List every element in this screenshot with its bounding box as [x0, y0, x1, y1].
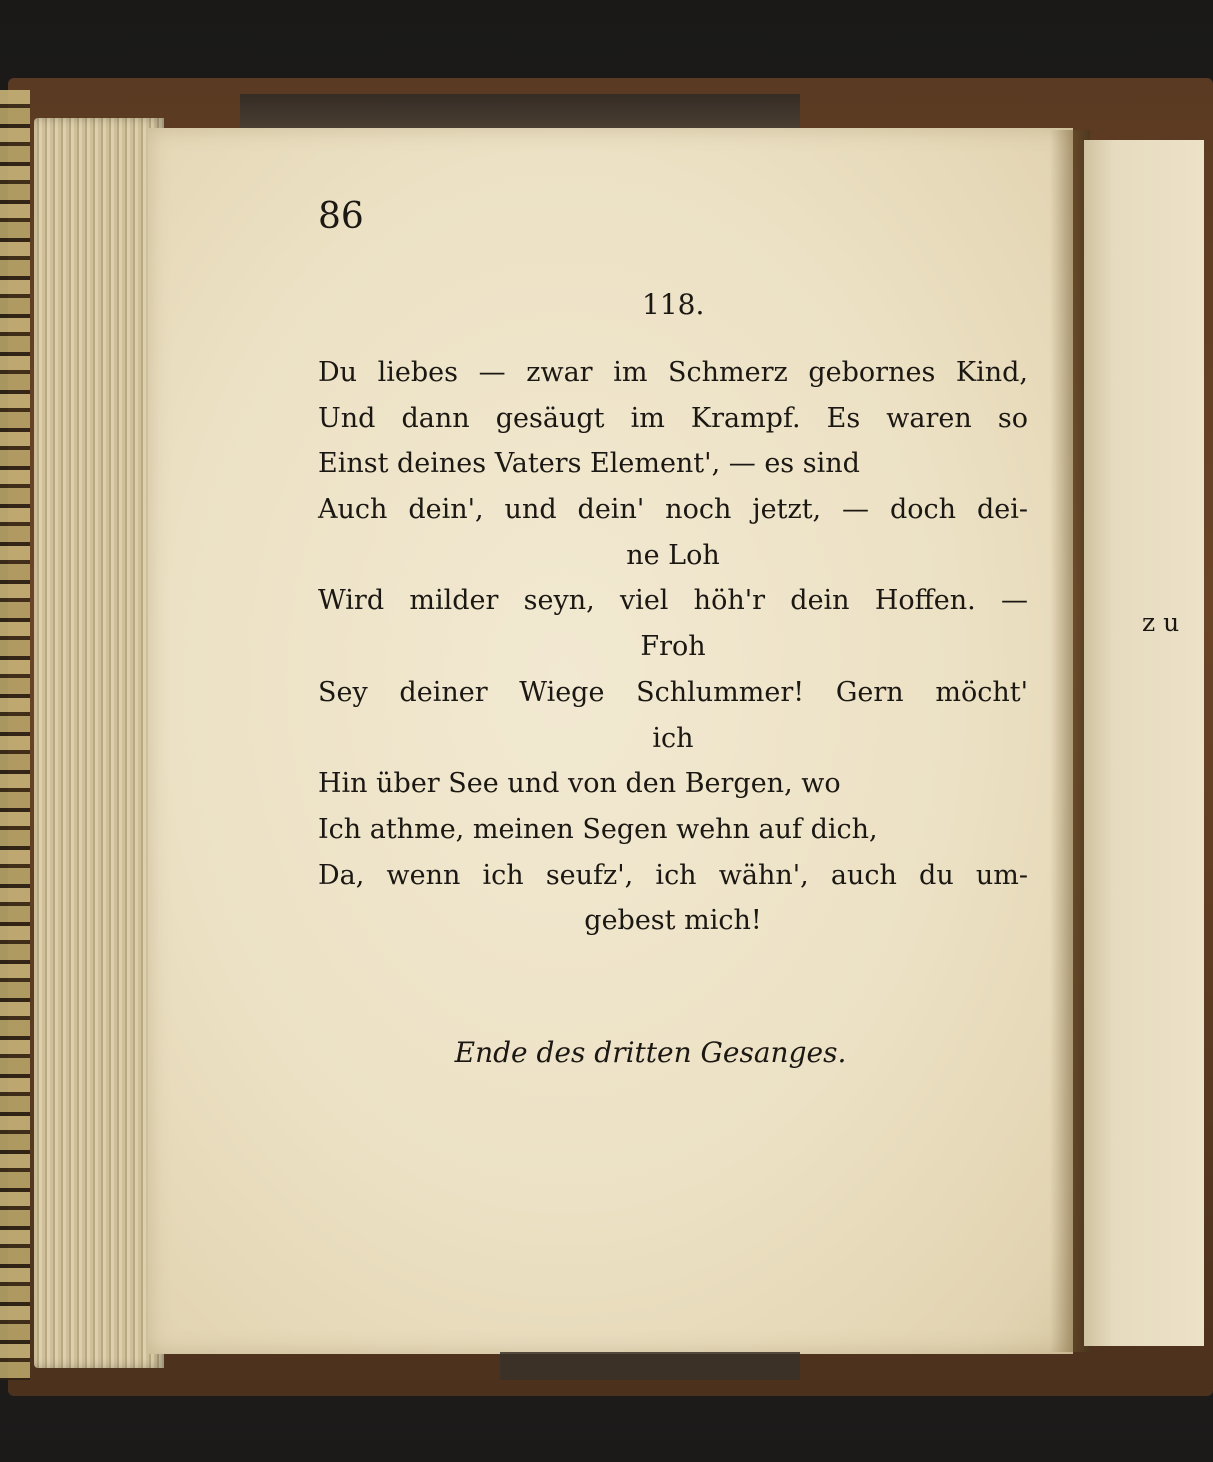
page-edges	[34, 118, 164, 1368]
ending-text: Ende des dritten Gesanges.	[454, 1036, 847, 1069]
page-number: 86	[318, 196, 364, 237]
right-page-fragment: z u	[1142, 608, 1180, 637]
ending-line	[148, 1036, 1073, 1069]
bottom-shadow	[500, 1352, 800, 1380]
poem-line: Und dann gesäugt im Krampf. Es waren so	[318, 402, 1028, 434]
poem-line: ne Loh	[626, 539, 720, 571]
poem-line: Ich athme, meinen Segen wehn auf dich,	[318, 813, 878, 845]
poem-line: Auch dein', und dein' noch jetzt, — doch dei-	[318, 494, 1028, 526]
poem-line: Wird milder seyn, viel höh'r dein Hoffen. —	[318, 585, 1028, 617]
poem-line: Hin über See und von den Bergen, wo	[318, 768, 841, 800]
poem-line: Einst deines Vaters Element', — es sind	[318, 448, 860, 480]
book-spine-pattern	[0, 90, 30, 1380]
poem-line: Du liebes — zwar im Schmerz gebornes Kind,	[318, 357, 1028, 388]
right-page	[1084, 140, 1204, 1346]
poem-line: gebest mich!	[584, 905, 762, 937]
poem-line: ich	[652, 722, 694, 754]
poem-number: 118.	[642, 288, 705, 321]
poem-line: Sey deiner Wiege Schlummer! Gern möcht'	[318, 676, 1028, 708]
poem-line: Froh	[640, 631, 706, 663]
top-shadow	[240, 94, 800, 132]
poem-line: Da, wenn ich seufz', ich wähn', auch du um-	[318, 859, 1028, 891]
poem-text	[318, 350, 1028, 944]
